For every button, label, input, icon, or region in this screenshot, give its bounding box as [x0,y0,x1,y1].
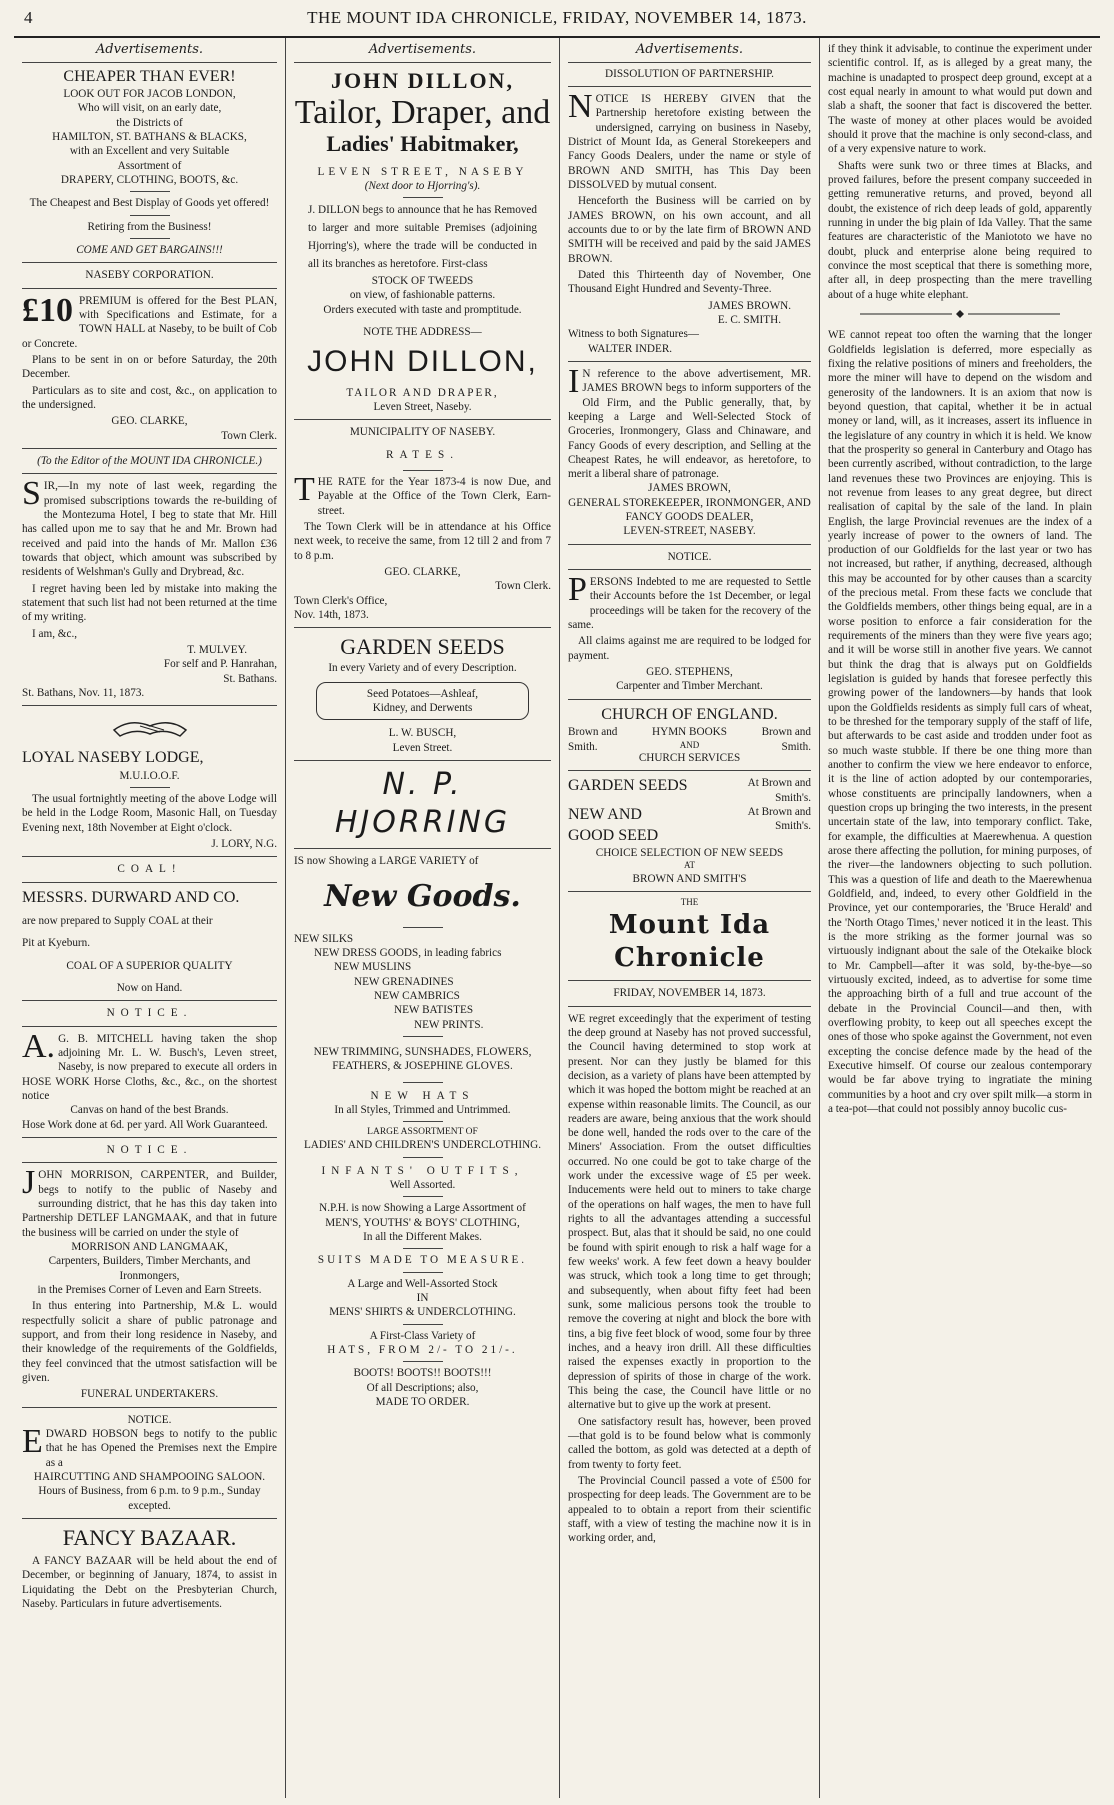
ad-text: Hours of Business, from 6 p.m. to 9 p.m., Sunday excepted. [38,1485,261,1512]
letter-heading: (To the Editor of the MOUNT IDA CHRONICLE.) [37,454,262,467]
ad-text: NEW TRIMMING, SUNSHADES, FLOWERS, FEATHERS, & JOSEPHINE GLOVES. [313,1045,532,1073]
letter-body: I am, &c., [32,627,78,640]
ad-address: LEVEN STREET, NASEBY [317,165,528,178]
ad-heading: JOHN DILLON, [331,67,514,93]
ad-text: Brown and Smith. [568,726,618,753]
ad-text: HYMN BOOKS [652,726,727,739]
ad-text: EDWARD HOBSON begs to notify to the public that he has Opened the Premises next the Empire as a [22,1422,277,1469]
ad-heading: MESSRS. DURWARD AND CO. [22,888,240,906]
hymn-books-row [568,725,811,765]
list-item: NEW GRENADINES [354,975,454,988]
signature: LEVEN-STREET, NASEBY. [623,525,756,538]
letter-date: St. Bathans, Nov. 11, 1873. [22,686,145,699]
ad-text: Well Assorted. [389,1178,456,1191]
ad-james-brown [568,362,811,539]
signature: T. MULVEY. [187,643,247,656]
ad-heading: NEW HATS [370,1089,475,1102]
section-divider [828,308,1092,322]
ad-text: TAILOR AND DRAPER, [346,386,499,399]
ad-text: IN reference to the above advertisement, MR. JAMES BROWN begs to inform supporters of the Old Firm, and the Public generally, that, by keeping a Large and Well-Selected Stock of Groceries, Ironmongery, Glass and Chinaware, and Fancy Goods of every description, and Selling at the Cheapest Rates, he will endeavor, as heretofore, to merit a liberal share of patronage. [568,362,811,481]
ad-jacob-london [22,67,277,258]
ad-text: are now prepared to Supply COAL at their [22,915,213,928]
editorial-paragraph: WE regret exceedingly that the experiment of testing the deep ground at Naseby has not proved successful, the Council having determined to stop work at present. Nor can they justly be blamed for this decision, as a variety of plans have been attempted by which it was hoped the bottom might be reached at an expense within reasonable limits. The Council, as our readers are aware, being anxious that the work should be done well, handed the rods over to the care of the Miners' Association. From the outset difficulties occurred. No one could be got to take charge of the work under the excessive wage of £5 per week. Inducements were held out to miners to take charge of the operations on half wages, the men to have full rights to all the advantages attending a successful prospect. But, alas that it should be said, no one could be found with spirit enough to risk a half wage for a few weeks' work. A few feet down a heavy boulder was struck, which took a long time to get through; and subsequently, when about fifty feet had been sunk, some malicious persons took the trouble to remove the covering at night and block the bore with tins, a big five feet block of wood, some four by three inches, and a heavy iron drill. All these difficulties raised the expenses exactly in proportion to the depression of spirits of those in charge of the work. This being the case, the Council have little or no alternative but to give up the work at present. [568,1012,811,1412]
paper-title-small: THE [680,897,699,908]
column-heading: Advertisements. [22,42,277,63]
ad-text: Of all Descriptions; also, [366,1381,479,1394]
ad-text: STOCK OF TWEEDS [371,274,474,287]
column-2 [286,38,560,1798]
letter-body: SIR,—In my note of last week, regarding the promised subscriptions towards the re-building of the Montezuma Hotel, I beg to state that Mr. Hill has called upon me to say that he and Mr. Brown had received and paid into the hands of Mr. Mallon £36 towards that object, which amount was subscribed by residents of Welshman's Gully and Drybread, &c. [22,475,277,579]
ad-line: Retiring from the Business! [87,220,212,233]
ad-heading: MUNICIPALITY OF NASEBY. [349,426,496,439]
ad-line: The Cheapest and Best Display of Goods yet offered! [29,197,270,210]
ad-text: Orders executed with taste and promptitude. [323,303,522,316]
ad-line: HAMILTON, ST. BATHANS & BLACKS, [52,131,247,144]
ad-line: Assortment of [117,159,182,172]
columns [14,38,1100,1798]
ad-notice-morrison [22,1143,277,1402]
ad-line: COME AND GET BARGAINS!!! [76,244,223,257]
ad-heading: NOTICE. [106,1007,193,1020]
ad-text: In thus entering into Partnership, M.& L. would respectfully solicit a share of public patronage and support, and from their long residence in Naseby, and their knowledge of the requirements of the Goldfields, they feel convinced that the utmost satisfaction will be given. [22,1300,277,1384]
ad-text: Town Clerk's Office, [294,594,388,607]
ad-text: WALTER INDER. [588,342,673,355]
list-item: NEW CAMBRICS [374,989,460,1002]
ad-text: Kidney, and Derwents [372,702,473,715]
ad-text: Canvas on hand of the best Brands. [70,1104,229,1117]
ad-footer: FUNERAL UNDERTAKERS. [80,1388,219,1401]
ad-text: Seed Potatoes—Ashleaf, [366,687,479,700]
ad-text: At Brown and Smith's. [747,806,811,833]
ad-text: CHURCH SERVICES [638,752,741,765]
ad-heading: SUITS MADE TO MEASURE. [317,1254,528,1267]
signature-title: Town Clerk. [221,429,277,442]
ad-text: The usual fortnightly meeting of the above Lodge will be held in the Lodge Room, Masonic Hall, on Tuesday Evening next, 18th November at Eight o'clock. [22,793,277,834]
new-seed-row [568,805,811,846]
ad-hjorring [294,766,551,1409]
ad-heading: NOTICE. [127,1413,172,1426]
ad-text: HATS, FROM 2/- TO 21/-. [327,1343,518,1356]
ad-text: J. DILLON begs to announce that he has Removed to larger and more suitable Premises (adjoining Hjorring's), where the trade will be conducted in all its branches as heretofore. First-class [308,204,537,271]
signature: J. LORY, N.G. [211,838,277,851]
editorial-paragraph: Shafts were sunk two or three times at Blacks, and proved failures, before the present company succeeded in getting remunerative returns, and proved, beyond all doubt, the existence of rich deep leads of gold, apparently running in under the big plain of Ida Valley. That the same features are characteristic of the Maniototo we have no doubt, pluck and enterprise alone being required to convince the most sceptical that there is something more, after all, in deep prospecting than the mere travelling about of a huge white elephant. [828,159,1092,301]
ad-text: MORRISON AND LANGMAAK, [71,1241,228,1254]
ad-text: Plans to be sent in on or before Saturday, the 20th December. [22,354,277,381]
editorial-paragraph: The Provincial Council passed a vote of £500 for prospecting for deep leads. The Government are to be appealed to to obtain a report from their scientific staff, with a view of testing the machine now it is in working order, and, [568,1475,811,1545]
ad-text: BROWN AND SMITH'S [632,872,747,885]
ad-heading: New Goods. [324,879,521,915]
ad-text: GARDEN SEEDS [568,777,688,795]
ad-text: LARGE ASSORTMENT OF [367,1127,478,1138]
ad-text: All claims against me are required to be lodged for payment. [568,635,811,662]
list-item: NEW DRESS GOODS, in leading fabrics [314,946,502,959]
ad-heading: COAL! [117,863,182,876]
ad-brown-and-smith [568,705,811,886]
ad-text: Carpenters, Builders, Timber Merchants, and Ironmongers, [48,1255,251,1282]
letter-body: I regret having been led by mistake into making the statement that such list had not been returned at the time of my writing. [22,582,277,624]
ad-heading: Ladies' Habitmaker, [326,131,519,157]
ad-subheading: M.U.I.O.O.F. [119,769,180,782]
ad-text: Witness to both Signatures— [568,328,699,341]
editorial [568,897,811,1546]
ornament-divider-icon [860,310,1060,318]
signature: JAMES BROWN. [708,299,791,312]
signature: Carpenter and Timber Merchant. [616,680,763,693]
ad-heading: N. P. HJORRING [334,767,511,841]
ad-text: At Brown and Smith's. [747,777,811,804]
ad-fancy-bazaar [22,1524,277,1611]
signature: St. Bathans. [223,672,277,685]
ad-heading: CHURCH OF ENGLAND. [601,705,778,723]
ad-text: A FANCY BAZAAR will be held about the end of December, or beginning of January, 1874, to assist in Liquidating the Debt on the Presbyterian Church, Naseby. Particulars in future advertisements. [22,1555,277,1611]
ad-text: LADIES' AND CHILDREN'S UNDERCLOTHING. [303,1139,542,1152]
signature: L. W. BUSCH, [388,727,457,740]
letter-to-editor [22,454,277,700]
ad-text: Now on Hand. [116,982,183,995]
masthead [14,0,1100,38]
ad-text: Leven Street, Naseby. [373,401,472,413]
ad-rates [294,425,551,622]
signature: GENERAL STOREKEEPER, IRONMONGER, AND FANCY GOODS DEALER, [568,496,811,524]
list-item: NEW MUSLINS [334,961,412,974]
page-number: 4 [24,8,33,27]
ad-heading: Tailor, Draper, and [294,93,551,131]
ad-text: NEW AND GOOD SEED [568,806,659,844]
ad-address: (Next door to Hjorring's). [364,179,481,192]
ad-text: on view, of fashionable patterns. [349,289,496,302]
ad-heading: RATES. [386,448,459,461]
ad-text: Nov. 14th, 1873. [294,608,369,621]
ad-text: MENS' SHIRTS & UNDERCLOTHING. [329,1306,516,1319]
ad-heading: NOTICE. [667,550,712,563]
signature: GEO. STEPHENS, [646,666,733,679]
ad-line: Who will visit, on an early date, [77,102,222,115]
ad-text: in the Premises Corner of Leven and Earn Streets. [37,1284,262,1297]
editorial-paragraph: if they think it advisable, to continue the experiment under scientific control. If, as is alleged by a great many, the machine is unadapted to prospect deep ground, except at a cost equal nearly in amount to what would put down and slab a shaft, the sooner that fact is discovered the better. The waste of money at other places would be avoided should it prove that the machine is only second-class, and of a very expensive nature to work. [828,43,1092,156]
ad-heading: FANCY BAZAAR. [62,1524,237,1550]
ad-naseby-corporation [22,268,277,443]
ad-line: the Districts of [116,116,183,129]
signature: GEO. CLARKE, [384,565,461,578]
column-heading: Advertisements. [294,42,551,63]
ad-text: A Large and Well-Assorted Stock [347,1277,498,1290]
ad-text: COAL OF A SUPERIOR QUALITY [66,959,233,972]
handshake-icon [110,712,190,742]
ad-text: MADE TO ORDER. [375,1395,470,1408]
ad-text: NOTICE IS HEREBY GIVEN that the Partnership heretofore existing between the undersigned, carrying on business in Naseby, District of Mount Ida, as General Storekeepers and Fancy Goods Dealers, under the name or style of BROWN AND SMITH, has This Day been DISSOLVED by mutual consent. [568,87,811,191]
signature: For self and P. Hanrahan, [163,658,277,671]
ad-garden-seeds-busch [294,633,551,755]
ad-text: AT [684,860,695,871]
ad-notice-hobson [22,1413,277,1513]
ad-text: Dated this Thirteenth day of November, One Thousand Eight Hundred and Seventy-Three. [568,268,811,296]
list-item: NEW BATISTES [394,1004,474,1017]
ad-text: A.G. B. MITCHELL having taken the shop adjoining Mr. L. W. Busch's, Leven street, Naseby, is now prepared to execute all orders in HOSE WORK Horse Cloths, &c., &c., on the shortest notice [22,1027,277,1103]
signature: JAMES BROWN, [648,482,731,495]
ad-text: NOTE THE ADDRESS— [363,325,482,338]
ad-text: In all the Different Makes. [363,1230,482,1243]
signature: E. C. SMITH. [717,313,781,326]
ad-text: Hose Work done at 6d. per yard. All Work Guaranteed. [22,1118,268,1131]
ad-text: THE RATE for the Year 1873-4 is now Due, and Payable at the Office of the Town Clerk, Earn-street. [294,470,551,517]
premium-amount: £10 [22,291,73,329]
signature: GEO. CLARKE, [111,415,188,428]
ad-text: IN [416,1291,429,1304]
ad-heading: CHEAPER THAN EVER! [63,67,236,85]
ad-heading: JOHN DILLON, [307,345,538,379]
garden-seeds-row [568,776,811,805]
ad-line: with an Excellent and very Suitable [69,145,230,158]
ad-text: N.P.H. is now Showing a Large Assortment of [319,1202,526,1215]
ad-text: PERSONS Indebted to me are requested to Settle their Accounts before the 1st December, or legal proceedings will be taken for the recovery of the same. [568,571,811,632]
masthead-title: THE MOUNT IDA CHRONICLE, FRIDAY, NOVEMBER 14, 1873. [307,8,807,27]
list-item: NEW PRINTS. [414,1018,484,1031]
ad-text: JOHN MORRISON, CARPENTER, and Builder, begs to notify to the public of Naseby and surrounding district, that he has this day taken into Partnership DETLEF LANGMAAK, and that in future the business will be carried on under the style of [22,1164,277,1239]
paper-date: FRIDAY, NOVEMBER 14, 1873. [613,987,766,1000]
ad-text: Particulars as to site and cost, &c., on application to the undersigned. [22,384,277,411]
ad-line: LOOK OUT FOR JACOB LONDON, [63,88,236,101]
ad-text: PREMIUM is offered for the Best PLAN, with Specifications and Estimate, for a TOWN HALL at Naseby, to be built of Cob or Concrete. [22,294,277,350]
column-3 [560,38,820,1798]
ad-text: In every Variety and of every Description. [328,662,517,675]
editorial-paragraph: WE cannot repeat too often the warning that the longer Goldfields legislation is deferred, more especially as fixing the relative positions of miners and freeholders, the more the miner will have to depend on the wisdom and generosity of the landowners. It is an axiom that now is beyond question, that capital, whether it be in actual money or land, will, as it increases, assert its influence in the legislature of any country in which it is held. We know that the prosperity so general in Canterbury and Otago has been currently ascribed, without contradiction, to the large land revenues these two Provinces are enjoying. This is not revenue from leases to any great degree, but direct realisation of capital by the sale of the land. In plain English, the large Provincial revenues are the index of a yearly increase of power to the owners of land. The production of our Goldfields for the last year or two has not increased, but rather, if anything, decreased, although this may be accounted for by other causes than a scarcity of the precious metal. From these facts we conclude that the Goldfields members, other things being equal, are in a worse position to enforce a fair consideration for the requirements of the miners than they were five years ago; and it will be worse still in another five years. We cannot but think the drag that is always put on Goldfields legislation is guided by hands that foresee perfectly this growing power of the landowners—by hands that look upon the Goldfields residents as simply full cars of wheat, to be threshed for the temporary supply of the staff of life, but afterwards to be cast aside and trodden under foot as so much waste stubble. If there be one thing more than another to confirm the view we here endeavor to enforce, it is the line of action adopted by our contemporaries, whose constituents are principally landowners, when a question crops up bringing the two interests, in the present uncertain state of the law, into temporary conflict. Take, for example, the difficulties at Maerewhenua. A question arose there affecting the pollution, for mining purposes, of the river—the landowners objecting to such pollution. This was a question of life and death to the Maerewhenua Goldfield, and, indeed, to every other Goldfield in the Province, yet our contemporaries, the 'Bruce Herald' and the 'North Otago Times,' never noticed it in the least. This is the more striking as the former journal was so virtuously indignant about the sale of the Otekaike block to Mr. Campbell—after it was sold, by-the-bye—so virtuously excited, indeed, as to advertise for some time the approaching birth of a full and true account of the debate in the Provincial Council—and then, with overflowing probity, to keep out all speeches except the ones of those who spoke against the Government, not even excepting the concise defence made by the head of the Executive himself. Of course our zealous contemporary would be far above trying to ingratiate the mining communities by a hoot and cry over spilt milk—a storm in a tea-pot—that could not possibly annoy bucolic cus- [828,329,1092,1115]
column-1 [14,38,286,1798]
ad-text: Henceforth the Business will be carried on by JAMES BROWN, on his own account, and all accounts due to or by the late firm of BROWN AND SMITH will be received and paid by the said JAMES BROWN. [568,195,811,265]
ad-text: MEN'S, YOUTHS' & BOYS' CLOTHING, [325,1216,520,1229]
ad-heading: DISSOLUTION OF PARTNERSHIP. [605,67,774,80]
paper-title: Mount Ida Chronicle [608,909,771,973]
ad-text: BOOTS! BOOTS!! BOOTS!!! [353,1367,492,1380]
ad-heading: INFANTS' OUTFITS, [321,1164,524,1177]
seed-potatoes-box [316,682,529,721]
ad-coal [22,862,277,995]
ad-text: Brown and Smith. [761,726,811,753]
ad-text: In all Styles, Trimmed and Untrimmed. [334,1103,511,1116]
ad-text: A First-Class Variety of [369,1329,476,1342]
new-goods-list [294,932,551,1032]
signature-title: Town Clerk. [495,580,551,593]
ad-dissolution [568,67,811,356]
ad-john-dillon [294,67,551,415]
editorial-paragraph: One satisfactory result has, however, been proved—that gold is to be found below what is commonly called the bottom, as gold was detected at a depth of from twenty to forty feet. [568,1415,811,1471]
column-4 [820,38,1100,1798]
ad-text: CHOICE SELECTION OF NEW SEEDS [595,846,784,859]
ad-heading: NOTICE. [106,1144,193,1157]
ad-text: The Town Clerk will be in attendance at his Office next week, to receive the same, from 12 till 2 and from 7 to 8 p.m. [294,520,551,562]
signature: Leven Street. [392,741,453,754]
column-heading: Advertisements. [568,42,811,63]
ad-text: IS now Showing a LARGE VARIETY of [294,854,479,867]
ad-heading: NASEBY CORPORATION. [85,269,214,282]
ad-notice-mitchell [22,1006,277,1132]
list-item: NEW SILKS [294,932,354,945]
ad-loyal-naseby-lodge [22,712,277,851]
ad-text: AND [679,739,700,750]
ad-line: DRAPERY, CLOTHING, BOOTS, &c. [60,174,239,187]
ad-heading: GARDEN SEEDS [340,634,505,660]
ad-text: Pit at Kyeburn. [22,937,91,950]
ad-notice-stephens [568,550,811,694]
ad-text: HAIRCUTTING AND SHAMPOOING SALOON. [33,1470,266,1483]
ad-heading: LOYAL NASEBY LODGE, [22,749,204,767]
